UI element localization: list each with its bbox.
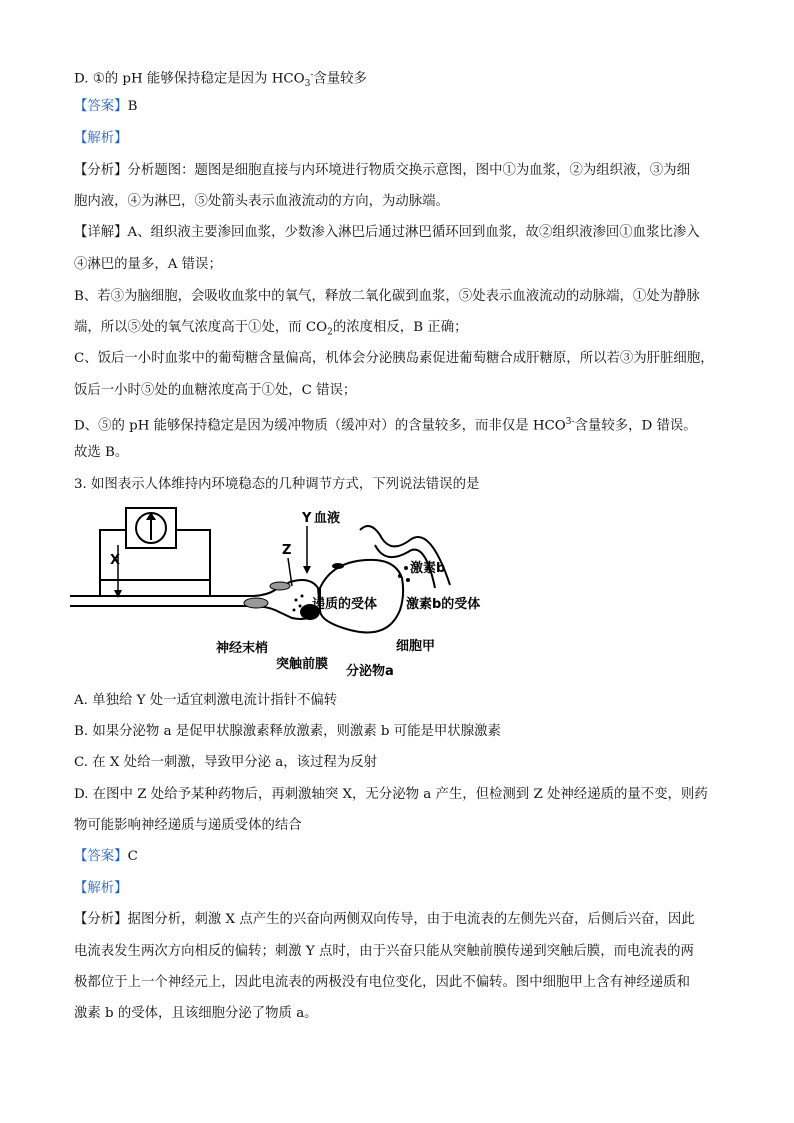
answer-value: B	[127, 99, 138, 114]
label-hormone-b: 激素b	[410, 561, 446, 576]
q3-option-b: B. 如果分泌物 a 是促甲状腺激素释放激素，则激素 b 可能是甲状腺激素	[74, 724, 501, 739]
q2-c-line-1: C、饭后一小时血浆中的葡萄糖含量偏高，机体会分泌胰岛素促进葡萄糖合成肝糖原，所以若③为肝脏细胞，	[74, 351, 714, 366]
label-cell-jia: 细胞甲	[396, 639, 436, 654]
label-z: Z	[282, 543, 292, 558]
vesicle-1	[244, 598, 268, 608]
synapse-dot	[293, 609, 296, 612]
q3-answer	[74, 848, 138, 866]
cell-nucleus	[332, 563, 344, 569]
q2-d-line: D、⑤的 pH 能够保持稳定是因为缓冲物质（缓冲对）的含量较多，而非仅是 $HCO^{3-}$含量较多，D 错误。	[74, 417, 697, 434]
q2-xiangjie-line-2: ④淋巴的量多，A 错误；	[74, 257, 222, 272]
q3-option-d-line-1: D. 在图中 Z 处给予某种药物后，再刺激轴突 X，无分泌物 a 产生，但检测到 Z 处神经递质的量不变，则药	[74, 787, 708, 802]
answer-label: 【答案】	[74, 849, 128, 864]
q2-xiangjie-line-1: 【详解】A、组织液主要渗回血浆，少数渗入淋巴后通过淋巴循环回到血浆，故②组织液渗回①血浆比渗入	[74, 225, 700, 240]
q2-analysis-label: 【解析】	[74, 131, 128, 146]
answer-label: 【答案】	[74, 99, 128, 114]
q3-fenxi-line-3: 极都位于上一个神经元上，因此电流表的两极没有电位变化，因此不偏转。图中细胞甲上含有神经递质和	[74, 975, 690, 990]
q2-fenxi-line-2: 胞内液，④为淋巴，⑤处箭头表示血液流动的方向，为动脉端。	[74, 194, 449, 209]
y-stimulus-arrow	[303, 566, 311, 574]
q3-fenxi-line-4: 激素 b 的受体，且该细胞分泌了物质 a。	[74, 1006, 318, 1021]
q3-option-c: C. 在 X 处给一刺激，导致甲分泌 a，该过程为反射	[74, 755, 377, 770]
q2-option-d: D. ①的 pH 能够保持稳定是因为 $HCO_3^-$含量较多	[74, 70, 367, 90]
q2-fenxi-line-1: 【分析】分析题图：题图是细胞直接与内环境进行物质交换示意图，图中①为血浆，②为组织液，③为细	[74, 163, 690, 178]
q2-c-line-2: 饭后一小时⑤处的血糖浓度高于①处，C 错误；	[74, 383, 357, 398]
label-y: Y	[302, 511, 312, 526]
label-nerve-ending: 神经末梢	[216, 641, 269, 656]
synapse-dot	[299, 605, 302, 608]
synapse-dot	[301, 595, 304, 598]
q3-stem: 3. 如图表示人体维持内环境稳态的几种调节方式，下列说法错误的是	[74, 477, 480, 492]
label-hormone-b-receptor: 激素b的受体	[406, 597, 481, 612]
q2-choose: 故选 B。	[74, 445, 129, 460]
label-blood: 血液	[314, 511, 341, 526]
hormone-b-dot	[398, 574, 402, 578]
q2-b-line-2: 端，所以⑤处的氧气浓度高于①处，而 $CO_2$的浓度相反，B 正确；	[74, 320, 468, 338]
q3-fenxi-line-2: 电流表发生两次方向相反的偏转；刺激 Y 点时，由于兴奋只能从突触前膜传递到突触后膜，而电流表的两	[74, 944, 694, 959]
hormone-b-dot	[406, 578, 410, 582]
q3-option-d-line-2: 物可能影响神经递质与递质受体的结合	[74, 818, 302, 833]
neuro-endocrine-diagram	[70, 500, 510, 685]
synapse-dot	[295, 599, 298, 602]
hormone-b-dot	[404, 566, 408, 570]
answer-value: C	[127, 849, 138, 864]
label-secretion-a: 分泌物a	[346, 664, 394, 679]
q2-answer	[74, 98, 137, 116]
label-transmitter-receptor: 递质的受体	[312, 597, 378, 612]
q2-b-line-1: B、若③为脑细胞，会吸收血浆中的氧气，释放二氧化碳到血浆，⑤处表示血液流动的动脉端，①处为静脉	[74, 289, 700, 304]
q3-option-a: A. 单独给 Y 处一适宜刺激电流计指针不偏转	[74, 693, 338, 708]
vesicle-2	[270, 582, 290, 590]
label-x: X	[110, 553, 121, 568]
q3-analysis-label: 【解析】	[74, 881, 128, 896]
q3-fenxi-line-1: 【分析】据图分析，刺激 X 点产生的兴奋向两侧双向传导，由于电流表的左侧先兴奋，后侧后兴奋，因此	[74, 912, 695, 927]
label-presynaptic: 突触前膜	[276, 657, 329, 672]
